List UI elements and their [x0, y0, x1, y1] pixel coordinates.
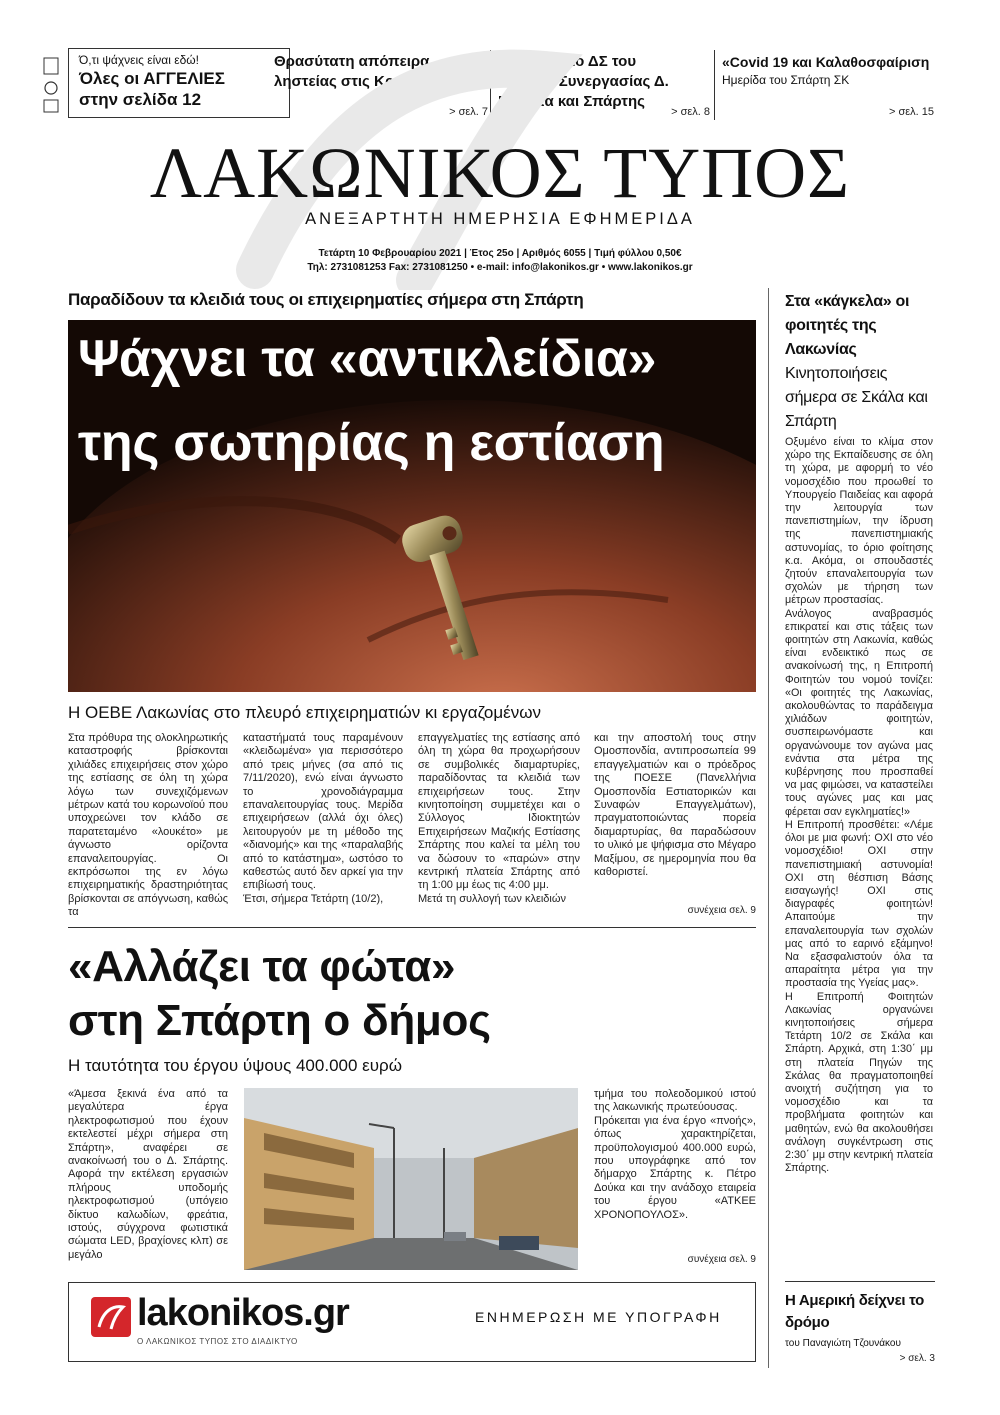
sidebar-america-title[interactable]: Η Αμερική δείχνει το δρόμο — [785, 1292, 924, 1331]
sidebar-title: Στα «κάγκελα» οι φοιτητές της Λακωνίας — [785, 293, 910, 358]
masthead-tagline: ΑΝΕΞΑΡΤΗΤΗ ΗΜΕΡΗΣΙΑ ΕΦΗΜΕΡΙΔΑ — [305, 210, 695, 228]
second-headline-line1: «Αλλάζει τα φώτα» — [68, 942, 456, 991]
sidebar-subtitle: Κινητοποιήσεις σήμερα σε Σκάλα και Σπάρτη — [785, 365, 928, 430]
second-col-1: «Άμεσα ξεκινά ένα από τα μεγαλύτερα έργα ηλεκτροφωτισμού που έχουν εκτελεστεί μέχρι σήμερα στη Σπάρτη», αναφέρει σε ανακοίνωσή του ο Δ. Σπάρτης. Αφορά την εκτέλεση εργασιών πλήρους υποδομής ηλεκτροφωτισμού (υπόγειο δίκτυο καλωδίων, φρεάτια, ιστούς, σύγχρονα φωτιστικά σώματα LED, βραχίονες κλπ) σε μεγάλο — [68, 1088, 228, 1261]
lead-continued[interactable]: συνέχεια σελ. 9 — [687, 905, 756, 916]
second-subhead: Η ταυτότητα του έργου ύψους 400.000 ευρώ — [68, 1056, 402, 1075]
lakonikos-logo-icon — [91, 1297, 131, 1337]
teaser-network-title: Ορίστηκε το ΔΣ του Δικτύου Συνεργασίας Δ. Ευρώτα και Σπάρτης — [498, 53, 669, 110]
classifieds-line3: στην σελίδα 12 — [79, 90, 202, 109]
second-continued[interactable]: συνέχεια σελ. 9 — [687, 1254, 756, 1265]
street-photo — [244, 1088, 578, 1270]
logo-text: lakonikos.gr — [137, 1292, 349, 1334]
sidebar-body: Οξυμένο είναι το κλίμα στον χώρο της Εκπαίδευσης σε όλη τη χώρα, με αφορμή το νέο νομοσχέδιο που προωθεί το Υπουργείο Παιδείας και αφορά την λειτουργία των πανεπιστημίων, την ίδρυση της πανεπιστημιακής αστυνομίας, το όριο φοίτησης κ.α. Ακόμα, οι σπουδαστές ζητούν επαναλειτουργία των σχολών με τήρηση των μέτρων προστασίας. Ανάλογος αναβρασμός επικρατεί και στις τάξεις των φοιτητών στη Λακωνία, καθώς είναι ενδεικτικό πως σε ανακοίνωσή της, η Επιτροπή Φοιτητών του νομού τονίζει: «Οι φοιτητές της Λακωνίας, ακολουθώντας το παράδειγμα χιλιάδων φοιτητών, συσπειρωνόμαστε και οργανώνουμε τον αγώνα μας ενάντια στα μέτρα της κυβέρνησης που προσπαθεί να μας φιμώσει, να καταστείλει τους αγώνες μας και μας φέρεται σαν εγκληματίες!» Η Επιτροπή προσθέτει: «Λέμε όλοι με μια φωνή: ΟΧΙ στο νέο νομοσχέδιο! ΟΧΙ στην πανεπιστημιακή αστυνομία! ΟΧΙ στη θέσπιση Βάσης εισαγωγής! ΟΧΙ στις διαγραφές φοιτητών! Απαιτούμε την επαναλειτουργία των σχολών μας από το εαρινό εξάμηνο! Να εξασφαλιστούν όλα τα απαραίτητα μέτρα για την προστασία της Υγείας μας». Η Επιτροπή Φοιτητών Λακωνίας οργανώνει κινητοποιήσεις σήμερα Τετάρτη 10/2 σε Σκάλα και Σπάρτη. Αρχικά, στη 1:30΄ μμ στη πλατεία Πηγών της Σκάλας θα πραγματοποιηθεί ανοιχτή συζήτηση για το νομοσχέδιο και τα προβλήματα φοιτητών και μαθητών, ενώ θα ακολουθήσει ανάλογη συγκέντρωση στις 2:30΄ μμ στην κεντρική πλατεία Σπάρτης. — [785, 436, 933, 1175]
footer-banner[interactable] — [68, 1282, 756, 1362]
lead-subhead: Η ΟΕΒΕ Λακωνίας στο πλευρό επιχειρηματιών κι εργαζομένων — [68, 703, 542, 722]
masthead-title: ΛΑΚΩΝΙΚΟΣ ΤΥΠΟΣ — [149, 133, 851, 213]
section-divider — [68, 927, 756, 928]
lead-headline-line2: της σωτηρίας η εστίαση — [78, 414, 665, 472]
teaser-covid-subtitle: Ημερίδα του Σπάρτη ΣΚ — [722, 73, 850, 87]
lead-col-1: Στα πρόθυρα της ολοκληρωτικής καταστροφής βρίσκονται χιλιάδες επιχειρήσεις στον χώρο της εστίασης σε όλη τη χώρα λόγω των συνεχιζόμενων μέτρων κατά του κορωνοϊού που υποχρεώνει τον κλάδο σε παρατεταμένο «λουκέτο» με άγνωστο ορίζοντα επαναλειτουργίας. Οι εκπρόσωποι της εν λόγω επιχειρηματικής δραστηριότητας βρίσκονται σε απόγνωση, καθώς τα — [68, 732, 228, 919]
contact-info: Τηλ: 2731081253 Fax: 2731081250 • e-mail: info@lakonikos.gr • www.lakonikos.gr — [307, 262, 693, 273]
footer-slogan: ΕΝΗΜΕΡΩΣΗ ΜΕ ΥΠΟΓΡΑΦΗ — [475, 1309, 722, 1325]
logo-subtext: Ο ΛΑΚΩΝΙΚΟΣ ΤΥΠΟΣ ΣΤΟ ΔΙΑΔΙΚΤΥΟ — [137, 1337, 298, 1346]
teaser-covid[interactable] — [722, 52, 934, 118]
teaser-robbery-ref: > σελ. 7 — [449, 106, 488, 118]
teaser-network-ref: > σελ. 8 — [671, 106, 710, 118]
lead-headline-line1: Ψάχνει τα «αντικλείδια» — [78, 330, 657, 388]
lead-col-2: καταστήματά τους παραμένουν «κλειδωμένα» για περισσότερο από τρεις μήνες (σα από τις 7/11/2020), ενώ είναι άγνωστο το χρονοδιάγραμμα επαναλειτουργίας τους. Μερίδα επιχειρήσεων (αλλά όχι όλες) λειτουργούν με τη μέθοδο της «διανομής» και της «παραλαβής από το κατάστημα», ωστόσο το καθεστώς αυτό δεν αρκεί για την επιβίωσή τους. Έτσι, σήμερα Τετάρτη (10/2), — [243, 732, 403, 905]
teaser-covid-title: «Covid 19 και Καλαθοσφαίριση — [722, 54, 930, 70]
lead-col-3: επαγγελματίες της εστίασης από όλη τη χώρα θα προχωρήσουν σε συμβολικές διαμαρτυρίες, παραδίδοντας τα κλειδιά των επιχειρήσεων τους. Στην κινητοποίηση συμμετέχει και ο Σύλλογος Ιδιοκτητών Επιχειρήσεων Μαζικής Εστίασης Σπάρτης που καλεί τα μέλη του να δώσουν το «παρών» στην κεντρική πλατεία Σπάρτης από τη 1:00 μμ έως τις 4:00 μμ. Μετά τη συλλογή των κλειδιών — [418, 732, 580, 905]
second-headline-line2: στη Σπάρτη ο δήμος — [68, 996, 491, 1045]
sidebar-america-ref: > σελ. 3 — [899, 1353, 935, 1364]
seal-icon — [42, 56, 60, 116]
classifieds-line2: Όλες οι ΑΓΓΕΛΙΕΣ — [79, 69, 225, 88]
sidebar-bottom-divider — [785, 1281, 935, 1282]
lead-col-4: και την αποστολή τους στην Ομοσπονδία, αντιπροσωπεία 99 επαγγελματιών και ο πρόεδρος της ΠΟΕΣΕ (Πανελλήνια Ομοσπονδία Εστιατορικών και Συναφών Επαγγελμάτων), πραγματοποιώντας πορεία διαμαρτυρίας, θα παραδώσουν το υλικό με ψήφισμα στο Μέγαρο Μαξίμου, σε ημερομηνία που θα καθοριστεί. — [594, 732, 756, 879]
teaser-covid-ref: > σελ. 15 — [888, 106, 934, 118]
divider — [714, 50, 715, 120]
sidebar-divider — [768, 288, 769, 1368]
lead-kicker: Παραδίδουν τα κλειδιά τους οι επιχειρηματίες σήμερα στη Σπάρτη — [68, 290, 584, 309]
issue-info: Τετάρτη 10 Φεβρουαρίου 2021 | Έτος 25ο | Αριθμός 6055 | Τιμή φύλλου 0,50€ — [318, 248, 682, 259]
teaser-robbery-title: Θρασύτατη απόπειρα ληστείας στις Κροκεές — [274, 53, 434, 90]
classifieds-line1: Ό,τι ψάχνεις είναι εδώ! — [79, 53, 199, 67]
sidebar-america-author: του Παναγιώτη Τζουνάκου — [785, 1338, 901, 1349]
second-col-2: τμήμα του πολεοδομικού ιστού της λακωνικής πρωτεύουσας. Πρόκειται για ένα έργο «πνοής», όπως χαρακτηρίζεται, προϋπολογισμού 400.000 ευρώ, που υπογράφηκε από τον δήμαρχο Σπάρτης κ. Πέτρο Δούκα και την ανάδοχο εταιρεία του έργου «ΑΤΚΕΕ ΧΡΟΝΟΠΟΥΛΟΣ». — [594, 1088, 756, 1221]
